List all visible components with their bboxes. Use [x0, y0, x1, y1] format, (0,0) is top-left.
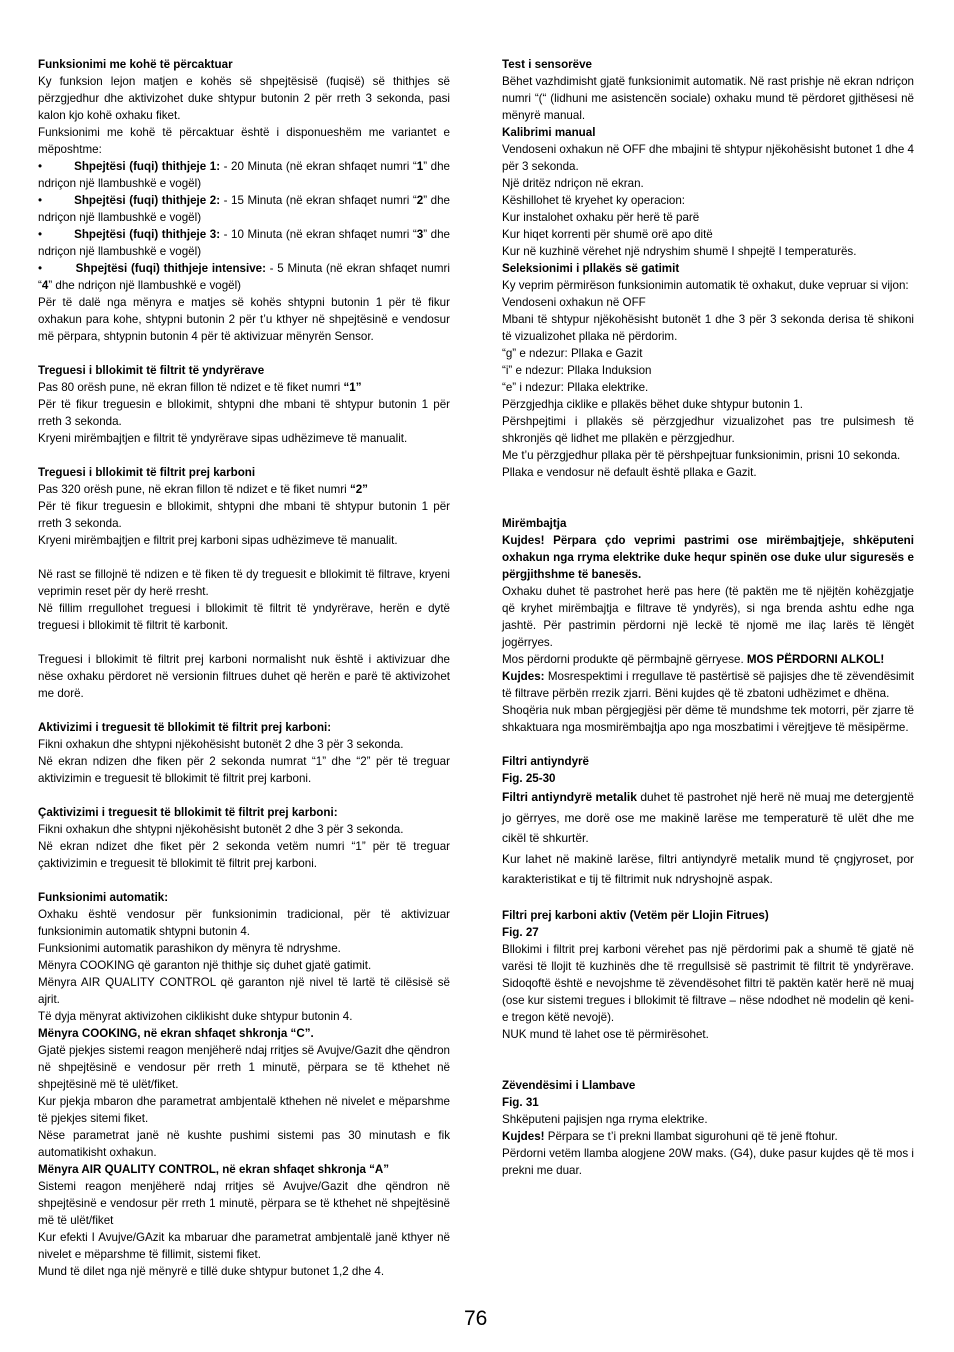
paragraph: Kur hiqet korrenti për shumë orë apo ditë: [502, 228, 713, 241]
paragraph: Me t’u përzgjedhur pllaka për të përshpejtuar funksionimin, prisni 10 sekonda.: [502, 449, 901, 462]
paragraph: Shoqëria nuk mban përgjegjësi për dëme të mundshme tek motorri, për zjarre të shkaktuara nga mosmirëmbajtja apo nga moszbatimi i vërejtjeve të mësipërme.: [502, 704, 914, 734]
paragraph: “g” e ndezur: Pllaka e Gazit: [502, 347, 643, 360]
paragraph: Në ekran ndizet dhe fiket për 2 sekonda vetëm numri “1” për të treguar çaktivizimin e treguesit të bllokimit të filtrit prej karboni.: [38, 840, 450, 870]
paragraph: Në ekran ndizen dhe fiken për 2 sekonda numrat “1” dhe “2” për të treguar aktivizimin e treguesit të bllokimit të filtrit prej karboni.: [38, 755, 450, 785]
paragraph: Mënyra COOKING që garanton një thithje siç duhet gjatë gatimit.: [38, 959, 372, 972]
subsection-title: Mënyra AIR QUALITY CONTROL, në ekran shfaqet shkronja “A”: [38, 1163, 390, 1176]
paragraph: Për të fikur treguesin e bllokimit, shtypni dhe mbani të shtypur butonin 1 për rreth 3 sekonda.: [38, 500, 450, 530]
paragraph: Shkëputeni pajisjen nga rryma elektrike.: [502, 1112, 708, 1126]
paragraph: Oxhaku është vendosur për funksionimin tradicional, për të aktivizuar funksionimin automatik shtypni butonin 4.: [38, 908, 450, 938]
paragraph: Një dritëz ndriçon në ekran.: [502, 177, 644, 190]
paragraph: Kur instalohet oxhaku për herë të parë: [502, 211, 700, 224]
paragraph: Përzgjedhja ciklike e pllakës bëhet duke shtypur butonin 1.: [502, 398, 803, 411]
section-title: Filtri antiyndyrë: [502, 755, 589, 768]
subsection-title: Mënyra COOKING, në ekran shfaqet shkronja “C”.: [38, 1027, 314, 1040]
list-item: • Shpejtësi (fuqi) thithjeje 3: - 10 Minuta (në ekran shfaqet numri “3” dhe ndriçon një llambushkë e vogël): [38, 228, 450, 258]
section-title: Çaktivizimi i treguesit të bllokimit të filtrit prej karboni:: [38, 806, 338, 819]
section-title: Treguesi i bllokimit të filtrit prej karboni: [38, 466, 256, 479]
paragraph: NUK mund të lahet ose të përmirësohet.: [502, 1027, 709, 1041]
paragraph: Filtri antiyndyrë metalik duhet të pastrohet një herë në muaj me detergjentë jo gërryes, me dorë ose me makinë larëse me temperaturë të ulët dhe me cikël të shkurtër.: [502, 790, 914, 845]
paragraph: Kur në kuzhinë vërehet një ndryshim shumë I shpejtë I temperaturës.: [502, 245, 857, 258]
paragraph: Kur lahet në makinë larëse, filtri antiyndyrë metalik mund të çngjyroset, por karakteristikat e tij të filtrimit nuk ndryshojnë aspak.: [502, 851, 914, 886]
paragraph: Pas 80 orësh pune, në ekran fillon të ndizet e të fiket numri “1”: [38, 381, 362, 394]
section-title: Aktivizimi i treguesit të bllokimit të filtrit prej karboni:: [38, 721, 332, 734]
paragraph: Pllaka e vendosur në default është pllaka e Gazit.: [502, 466, 757, 479]
paragraph: Të dyja mënyrat aktivizohen ciklikisht duke shtypur butonin 4.: [38, 1010, 353, 1023]
paragraph: Bllokimi i filtrit prej karboni vërehet pas një përdorimi pak a shumë të gjatë në varësi të llojit të kuzhinës dhe të rregullsisë së pastrimit të filtrit të yndyrërave. Sidoqoftë është e nevojshme të zëvendësohet filtri të paktën katër herë në muaj (ose kur sistemi tregues i bllokimit të filtrave – nëse ndodhet në modelin që keni- e tregon këtë nevojë).: [502, 942, 914, 1024]
paragraph: Kur efekti I Avujve/GAzit ka mbaruar dhe parametrat ambjentalë janë kthyer në nivelet e mëparshme të fillimit, sistemi fiket.: [38, 1231, 450, 1261]
paragraph: Kujdes: Mosrespektimi i rregullave të pastërtisë së pajisjes dhe të zëvendësimit të filtrave përbën rrezik zjarri. Bëni kujdes që të zbatoni udhëzimet e dhëna.: [502, 670, 914, 700]
paragraph: Në fillim rregullohet treguesi i bllokimit të filtrit të yndyrërave, herën e dytë treguesi i bllokimit të filtrit të karbonit.: [38, 602, 450, 632]
paragraph: Përshpejtimi i pllakës së përzgjedhur vizualizohet pas tre pulsimesh të shkronjës që lidhet me pllakën e përzgjedhur.: [502, 415, 914, 445]
paragraph: Mos përdorni produkte që përmbajnë gërryese. MOS PËRDORNI ALKOL!: [502, 653, 885, 666]
paragraph: Kur pjekja mbaron dhe parametrat ambjentalë kthehen në nivelet e mëparshme të pjekjes sitemi fiket.: [38, 1095, 450, 1125]
section-title: Funksionimi me kohë të përcaktuar: [38, 58, 233, 71]
paragraph: Funksionimi me kohë të përcaktuar është i disponueshëm me variantet e mëposhtme:: [38, 126, 450, 156]
paragraph: Funksionimi automatik parashikon dy mënyra të ndryshme.: [38, 942, 341, 955]
page-number: 76: [464, 1307, 488, 1330]
paragraph: Vendoseni oxhakun në OFF: [502, 296, 646, 309]
warning-text: Kujdes! Përpara çdo veprimi pastrimi ose mirëmbajtjeje, shkëputeni oxhakun nga rryma elektrike duke hequr spinën ose duke ulur siguresës e përgjithshme të banesës.: [502, 534, 914, 581]
section-title: Filtri prej karboni aktiv (Vetëm për Llojin Fitrues): [502, 908, 769, 922]
paragraph: Mund të dilet nga një mënyrë e tillë duke shtypur butonet 1,2 dhe 4.: [38, 1265, 385, 1278]
figure-reference: Fig. 27: [502, 925, 539, 939]
paragraph: Në rast se fillojnë të ndizen e të fiken të dy treguesit e bllokimit të filtrave, kryeni veprimin reset për dy herë rresht.: [38, 568, 450, 598]
paragraph: Gjatë pjekjes sistemi reagon menjëherë ndaj rritjes së Avujve/Gazit dhe qëndron në shpejtësinë e vendosur për rreth 1 minutë, përpara se të kthehet në shpejtësinë më të ulët/fiket.: [38, 1044, 450, 1091]
paragraph: Kujdes! Përpara se t’i prekni llambat sigurohuni që të jenë ftohur.: [502, 1129, 838, 1143]
paragraph: “e” i ndezur: Pllaka elektrike.: [502, 381, 649, 394]
figure-reference: Fig. 25-30: [502, 772, 556, 785]
paragraph: “i” e ndezur: Pllaka Induksion: [502, 364, 652, 377]
paragraph: Mënyra AIR QUALITY CONTROL që garanton një nivel të lartë të cilësisë së ajrit.: [38, 976, 450, 1006]
paragraph: Pas 320 orësh pune, në ekran fillon të ndizet e të fiket numri “2”: [38, 483, 368, 496]
paragraph: Ky funksion lejon matjen e kohës së shpejtësisë (fuqisë) së thithjes së përzgjedhur dhe aktivizohet duke shtypur butonin 2 për rreth 3 sekonda, pasi kalon kjo kohë oxhaku fiket.: [38, 75, 450, 122]
paragraph: Përdorni vetëm llamba alogjene 20W maks. (G4), duke pasur kujdes që të mos i prekni me duar.: [502, 1146, 914, 1177]
paragraph: Oxhaku duhet të pastrohet herë pas here (të paktën me të njëjtën kohëzgjatje që kryhet mirëmbajtja e filtrave të yndyrës), si nga brenda ashtu edhe nga jashtë. Për pastrimin përdorni një leckë të njomë me ilaç larës të lëngët jogërryes.: [502, 585, 914, 649]
section-title: Mirëmbajtja: [502, 517, 567, 530]
right-column: [502, 56, 914, 1179]
section-title: Funksionimi automatik:: [38, 891, 169, 904]
left-column: [38, 56, 450, 1280]
paragraph: Mbani të shtypur njëkohësisht butonët 1 dhe 3 për 3 sekonda derisa të shikoni të vizualizohet pllaka në përdorim.: [502, 313, 914, 343]
list-item: • Shpejtësi (fuqi) thithjeje 1: - 20 Minuta (në ekran shfaqet numri “1” dhe ndriçon një llambushkë e vogël): [38, 160, 450, 190]
list-item: • Shpejtësi (fuqi) thithjeje intensive: - 5 Minuta (në ekran shfaqet numri “4” dhe ndriçon një llambushkë e vogël): [38, 262, 450, 292]
list-item: • Shpejtësi (fuqi) thithjeje 2: - 15 Minuta (në ekran shfaqet numri “2” dhe ndriçon një llambushkë e vogël): [38, 194, 450, 224]
paragraph: Kryeni mirëmbajtjen e filtrit të yndyrërave sipas udhëzimeve të manualit.: [38, 432, 408, 445]
paragraph: Fikni oxhakun dhe shtypni njëkohësisht butonët 2 dhe 3 për 3 sekonda.: [38, 738, 404, 751]
paragraph: Vendoseni oxhakun në OFF dhe mbajini të shtypur njëkohësisht butonet 1 dhe 4 për 3 sekonda.: [502, 143, 914, 173]
paragraph: Sistemi reagon menjëherë ndaj rritjes së Avujve/Gazit dhe qëndron në shpejtësinë e vendosur për rreth 1 minutë, përpara se të kthehet në shpejtësinë më të ulët/fiket: [38, 1180, 450, 1227]
section-title: Treguesi i bllokimit të filtrit të yndyrërave: [38, 364, 265, 377]
paragraph: Për të fikur treguesin e bllokimit, shtypni dhe mbani të shtypur butonin 1 për rreth 3 sekonda.: [38, 398, 450, 428]
paragraph: Këshillohet të kryehet ky operacion:: [502, 194, 686, 207]
paragraph: Fikni oxhakun dhe shtypni njëkohësisht butonët 2 dhe 3 për 3 sekonda.: [38, 823, 404, 836]
section-title: Kalibrimi manual: [502, 126, 596, 139]
section-title: Seleksionimi i pllakës së gatimit: [502, 262, 680, 275]
paragraph: Ky veprim përmirëson funksionimin automatik të oxhakut, duke vepruar si vijon:: [502, 279, 909, 292]
paragraph: Treguesi i bllokimit të filtrit prej karboni normalisht nuk është i aktivizuar dhe nëse oxhaku përdoret në versionin filtrues duhet që herën e parë të aktivizohet me dorë.: [38, 653, 450, 700]
section-title: Zëvendësimi i Llambave: [502, 1078, 636, 1092]
paragraph: Për të dalë nga mënyra e matjes së kohës shtypni butonin 1 për të fikur oxhakun para kohe, shtypni butonin 2 për t’u kthyer në shpejtësinë e vendosur më përpara, shtypnin butonin 4 për të aktivizuar mënyrën Sensor.: [38, 296, 450, 343]
paragraph: Bëhet vazhdimisht gjatë funksionimit automatik. Në rast prishje në ekran ndriçon numri “(“ (lidhuni me asistencën sociale) oxhaku mund të përdoret gjithësesi në mënyrë manual.: [502, 75, 914, 122]
paragraph: Nëse parametrat janë në kushte pushimi sistemi pas 30 minutash e fik automatikisht oxhakun.: [38, 1129, 450, 1159]
paragraph: Kryeni mirëmbajtjen e filtrit prej karboni sipas udhëzimeve të manualit.: [38, 534, 398, 547]
section-title: Test i sensorëve: [502, 58, 593, 71]
figure-reference: Fig. 31: [502, 1095, 539, 1109]
